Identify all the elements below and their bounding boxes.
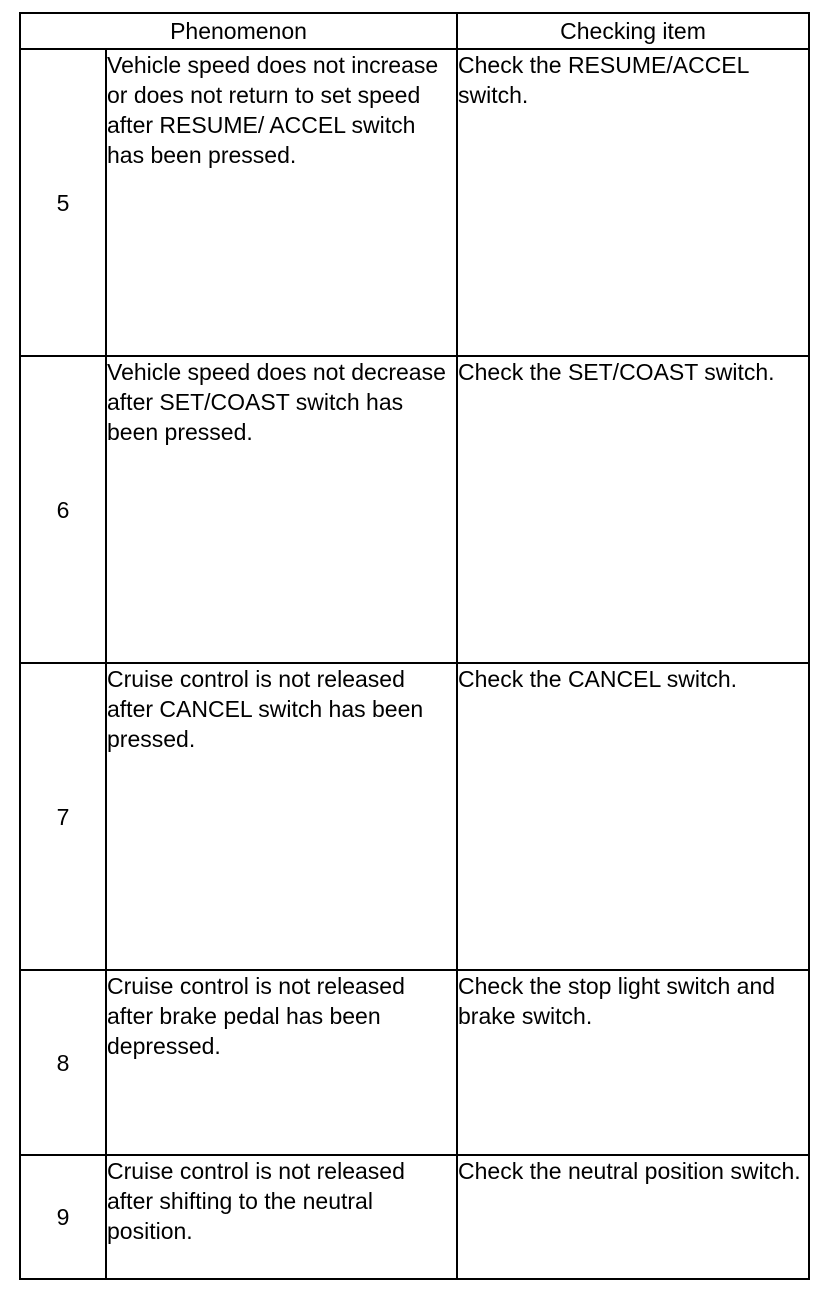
phenomenon-cell: Vehicle speed does not increase or does not return to set speed after RESUME/ ACCEL switch has been pressed. bbox=[106, 49, 457, 356]
row-number: 7 bbox=[20, 663, 106, 970]
checking-item-cell: Check the RESUME/ACCEL switch. bbox=[457, 49, 809, 356]
table-header-row bbox=[20, 13, 809, 49]
row-number: 8 bbox=[20, 970, 106, 1155]
phenomenon-cell: Cruise control is not released after brake pedal has been depressed. bbox=[106, 970, 457, 1155]
table-row bbox=[20, 970, 809, 1155]
row-number: 9 bbox=[20, 1155, 106, 1279]
phenomenon-cell: Cruise control is not released after shifting to the neutral position. bbox=[106, 1155, 457, 1279]
checking-item-cell: Check the SET/COAST switch. bbox=[457, 356, 809, 663]
row-number: 5 bbox=[20, 49, 106, 356]
row-number: 6 bbox=[20, 356, 106, 663]
checking-item-cell: Check the stop light switch and brake switch. bbox=[457, 970, 809, 1155]
table-row bbox=[20, 663, 809, 970]
checking-item-cell: Check the CANCEL switch. bbox=[457, 663, 809, 970]
table-row bbox=[20, 49, 809, 356]
phenomenon-cell: Cruise control is not released after CANCEL switch has been pressed. bbox=[106, 663, 457, 970]
phenomenon-header: Phenomenon bbox=[20, 13, 457, 49]
table-row bbox=[20, 1155, 809, 1279]
troubleshooting-table bbox=[19, 12, 810, 1280]
checking-item-cell: Check the neutral position switch. bbox=[457, 1155, 809, 1279]
checking-item-header: Checking item bbox=[457, 13, 809, 49]
phenomenon-cell: Vehicle speed does not decrease after SET/COAST switch has been pressed. bbox=[106, 356, 457, 663]
table-row bbox=[20, 356, 809, 663]
